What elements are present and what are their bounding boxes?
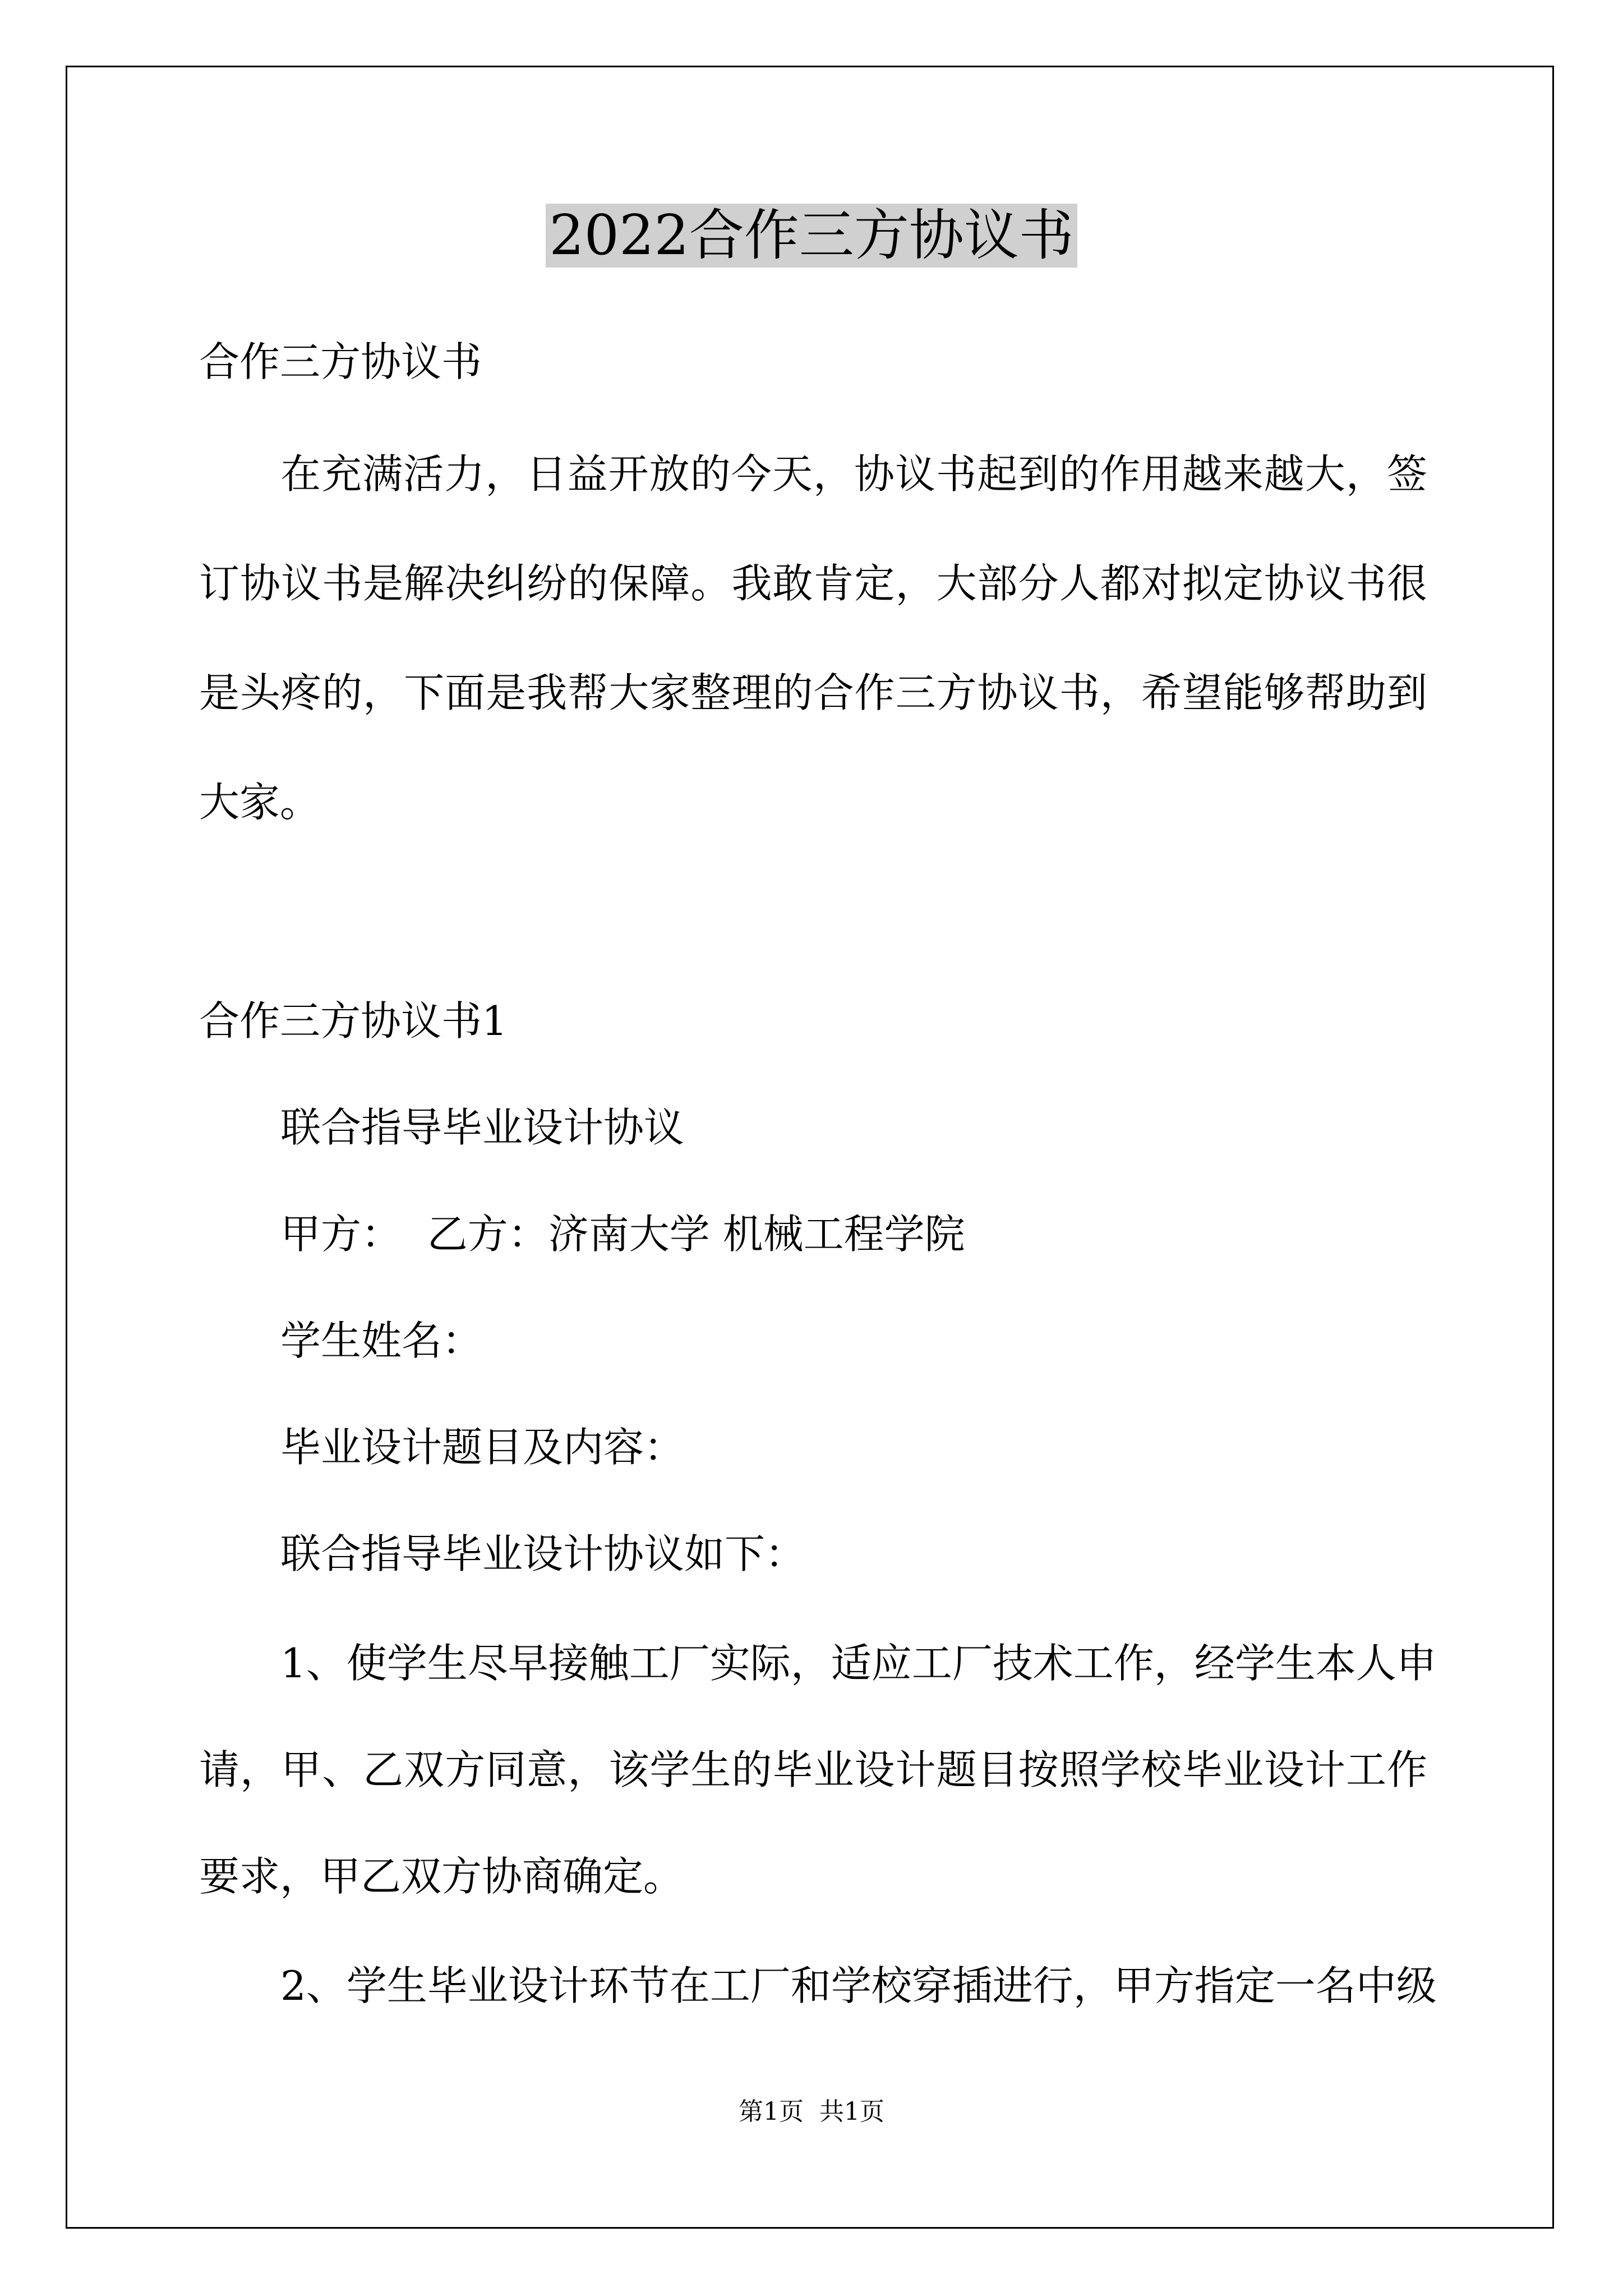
intro-line-2: 订协议书是解决纠纷的保障。我敢肯定，大部分人都对拟定协议书很 [199,560,1427,607]
parties-line: 甲方： 乙方：济南大学 机械工程学院 [280,1211,965,1258]
intro-line-4: 大家。 [199,779,321,826]
agreement-intro: 联合指导毕业设计协议如下： [280,1530,806,1577]
main-heading: 合作三方协议书 [199,338,482,385]
clause-1-line-3: 要求，甲乙双方协商确定。 [199,1853,684,1900]
topic-label: 毕业设计题目及内容： [280,1424,685,1471]
intro-line-3: 是头疼的，下面是我帮大家整理的合作三方协议书，希望能够帮助到 [199,669,1427,716]
section-heading: 合作三方协议书1 [199,997,508,1045]
student-name-label: 学生姓名： [280,1317,483,1364]
page-footer [0,2095,1623,2129]
intro-line-1: 在充满活力，日益开放的今天，协议书起到的作用越来越大，签 [280,450,1427,498]
document-title-text: 2022合作三方协议书 [546,204,1077,268]
document-title [0,199,1623,272]
page-number: 第1页 [739,2097,804,2126]
page-total: 共1页 [819,2097,884,2126]
clause-1-line-1: 1、使学生尽早接触工厂实际，适应工厂技术工作，经学生本人申 [280,1640,1437,1687]
agreement-title: 联合指导毕业设计协议 [280,1104,685,1151]
clause-1-line-2: 请，甲、乙双方同意，该学生的毕业设计题目按照学校毕业设计工作 [199,1746,1427,1793]
clause-2-line-1: 2、学生毕业设计环节在工厂和学校穿插进行，甲方指定一名中级 [280,1962,1437,2009]
